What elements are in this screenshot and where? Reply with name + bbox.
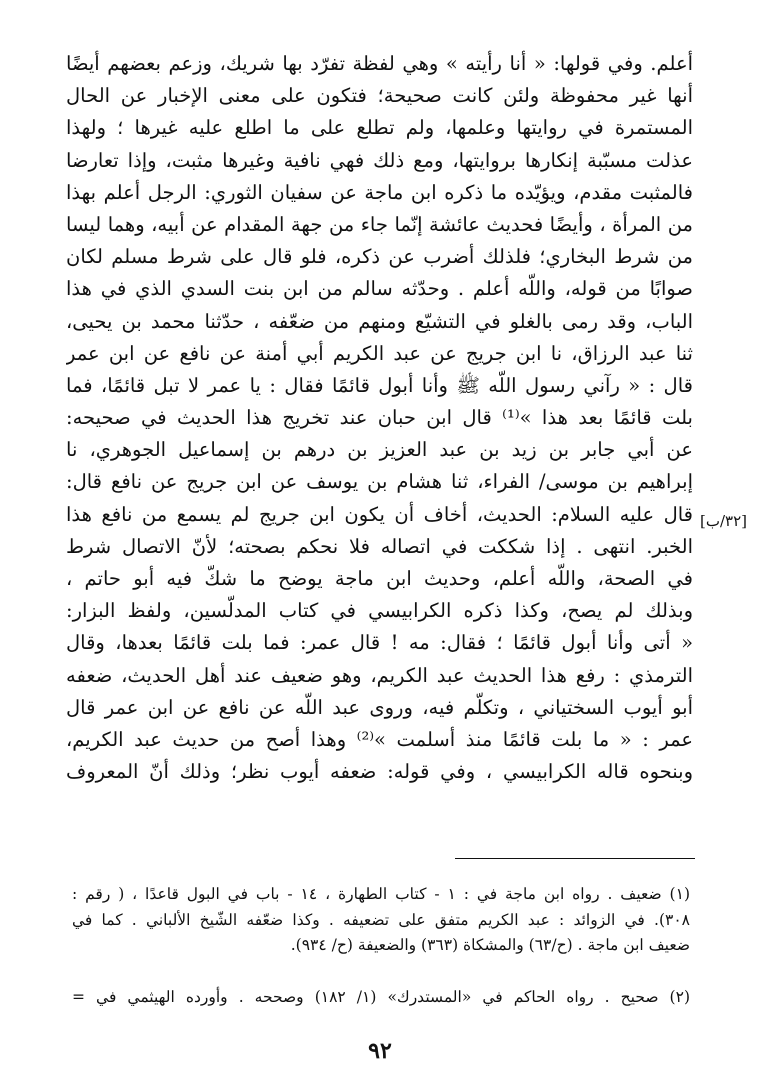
- text-line: قال : « رآني رسول اللّه ﷺ وأنا أبول قائمًا فقال : يا عمر لا تبل قائمًا، فما: [66, 373, 693, 397]
- footnote-line: (٢) صحيح . رواه الحاكم في «المستدرك» (١/ ١٨٢) وصححه . وأورده الهيثمي في =: [72, 988, 690, 1006]
- text-line: بلت قائمًا بعد هذا »⁽¹⁾ قال ابن حبان عند تخريج هذا الحديث في صحيحه:: [66, 406, 693, 430]
- footnote-line: ضعيف ابن ماجة . (ح/٦٣) والمشكاة (٣٦٣) والضعيفة (ح/ ٩٣٤).: [290, 936, 690, 954]
- footnote-separator: [455, 858, 695, 859]
- page-number: ٩٢: [368, 1038, 392, 1064]
- text-line: عذلت مسبّبة إنكارها بروايتها، ومع ذلك فهي نافية وغيرها مثبت، وإذا تعارضا: [66, 148, 693, 172]
- text-line: أعلم. وفي قولها: « أنا رأيته » وهي لفظة تفرّد بها شريك، وزعم بعضهم أيضًا: [66, 52, 693, 75]
- text-line: فالمثبت مقدم، ويؤيّده ما ذكره ابن ماجة عن سفيان الثوري: الرجل أعلم بهذا: [66, 180, 693, 204]
- text-line: أنها غير محفوظة ولئن كانت صحيحة؛ فتكون على معنى الإخبار عن الحال: [66, 84, 693, 108]
- text-line: الترمذي : رفع هذا الحديث عبد الكريم، وهو ضعيف عند أهل الحديث، ضعفه: [66, 663, 693, 687]
- text-line: من شرط البخاري؛ فلذلك أضرب عن ذكره، فلو قال على شرط مسلم لكان: [66, 245, 693, 269]
- text-line: من المرأة ، وأيضًا فحديث عائشة إنّما جاء من جهة المقدام عن أبيه، وهما ليسا: [66, 212, 693, 236]
- text-line: الباب، وقد رمى بالغلو في التشيّع ومنهم من ضعّفه ، حدّثنا محمد بن يحيى،: [66, 309, 693, 333]
- main-text: [66, 48, 693, 788]
- text-line: « أتى وأنا أبول قائمًا ؛ فقال: مه ! قال عمر: فما بلت قائمًا بعدها، وقال: [66, 631, 693, 655]
- text-line: عمر : « ما بلت قائمًا منذ أسلمت »⁽²⁾ وهذا أصح من حديث عبد الكريم،: [66, 727, 693, 751]
- text-line: صوابًا من قوله، واللّه أعلم . وحدّثه سالم من ابن بنت السدي الذي في هذا: [66, 277, 693, 301]
- text-line: في الصحة، واللّه أعلم، وحديث ابن ماجة يوضح ما شكّ فيه أبو حاتم ،: [66, 567, 693, 590]
- text-line: قال عليه السلام: الحديث، أخاف أن يكون ابن جريج لم يسمع من نافع هذا: [66, 502, 693, 526]
- footnote-1: [72, 882, 690, 959]
- footnote-2: [72, 985, 690, 1011]
- footnote-line: ٣٠٨). في الزوائد : عبد الكريم متفق على تضعيفه . وكذا ضعّفه الشّيخ الألباني . كما في: [72, 910, 690, 929]
- text-line: الخبر. انتهى . إذا شككت في اتصاله فلا نحكم بصحته؛ لأنّ الاتصال شرط: [66, 534, 693, 558]
- text-line: إبراهيم بن موسى/ الفراء، ثنا هشام بن يوسف عن ابن جريج عن نافع قال:: [66, 470, 693, 494]
- text-line: المستمرة في روايتها وعلمها، ولم تطلع على ما اطلع عليه غيرها ؛ ولهذا: [66, 116, 693, 140]
- text-line: وبنحوه قاله الكرابيسي ، وفي قوله: ضعفه أيوب نظر؛ وذلك أنّ المعروف: [66, 760, 693, 784]
- text-line: أبو أيوب السختياني ، وتكلّم فيه، وروى عبد اللّه عن نافع عن ابن عمر قال: [66, 695, 693, 719]
- text-line: ثنا عبد الرزاق، نا ابن جريج عن عبد الكريم أبي أمنة عن نافع عن ابن عمر: [66, 341, 693, 365]
- text-line: عن أبي جابر بن زيد بن عبد العزيز بن درهم بن إسماعيل الجوهري، نا: [66, 438, 693, 462]
- manuscript-folio-note: [٣٢/ب]: [700, 512, 748, 530]
- text-line: وبذلك لم يصح، وكذا ذكره الكرابيسي في كتاب المدلّسين، ولفظ البزار:: [66, 599, 693, 623]
- footnote-line: (١) ضعيف . رواه ابن ماجة في : ١ - كتاب الطهارة ، ١٤ - باب في البول قاعدًا ، ( رقم :: [72, 885, 690, 903]
